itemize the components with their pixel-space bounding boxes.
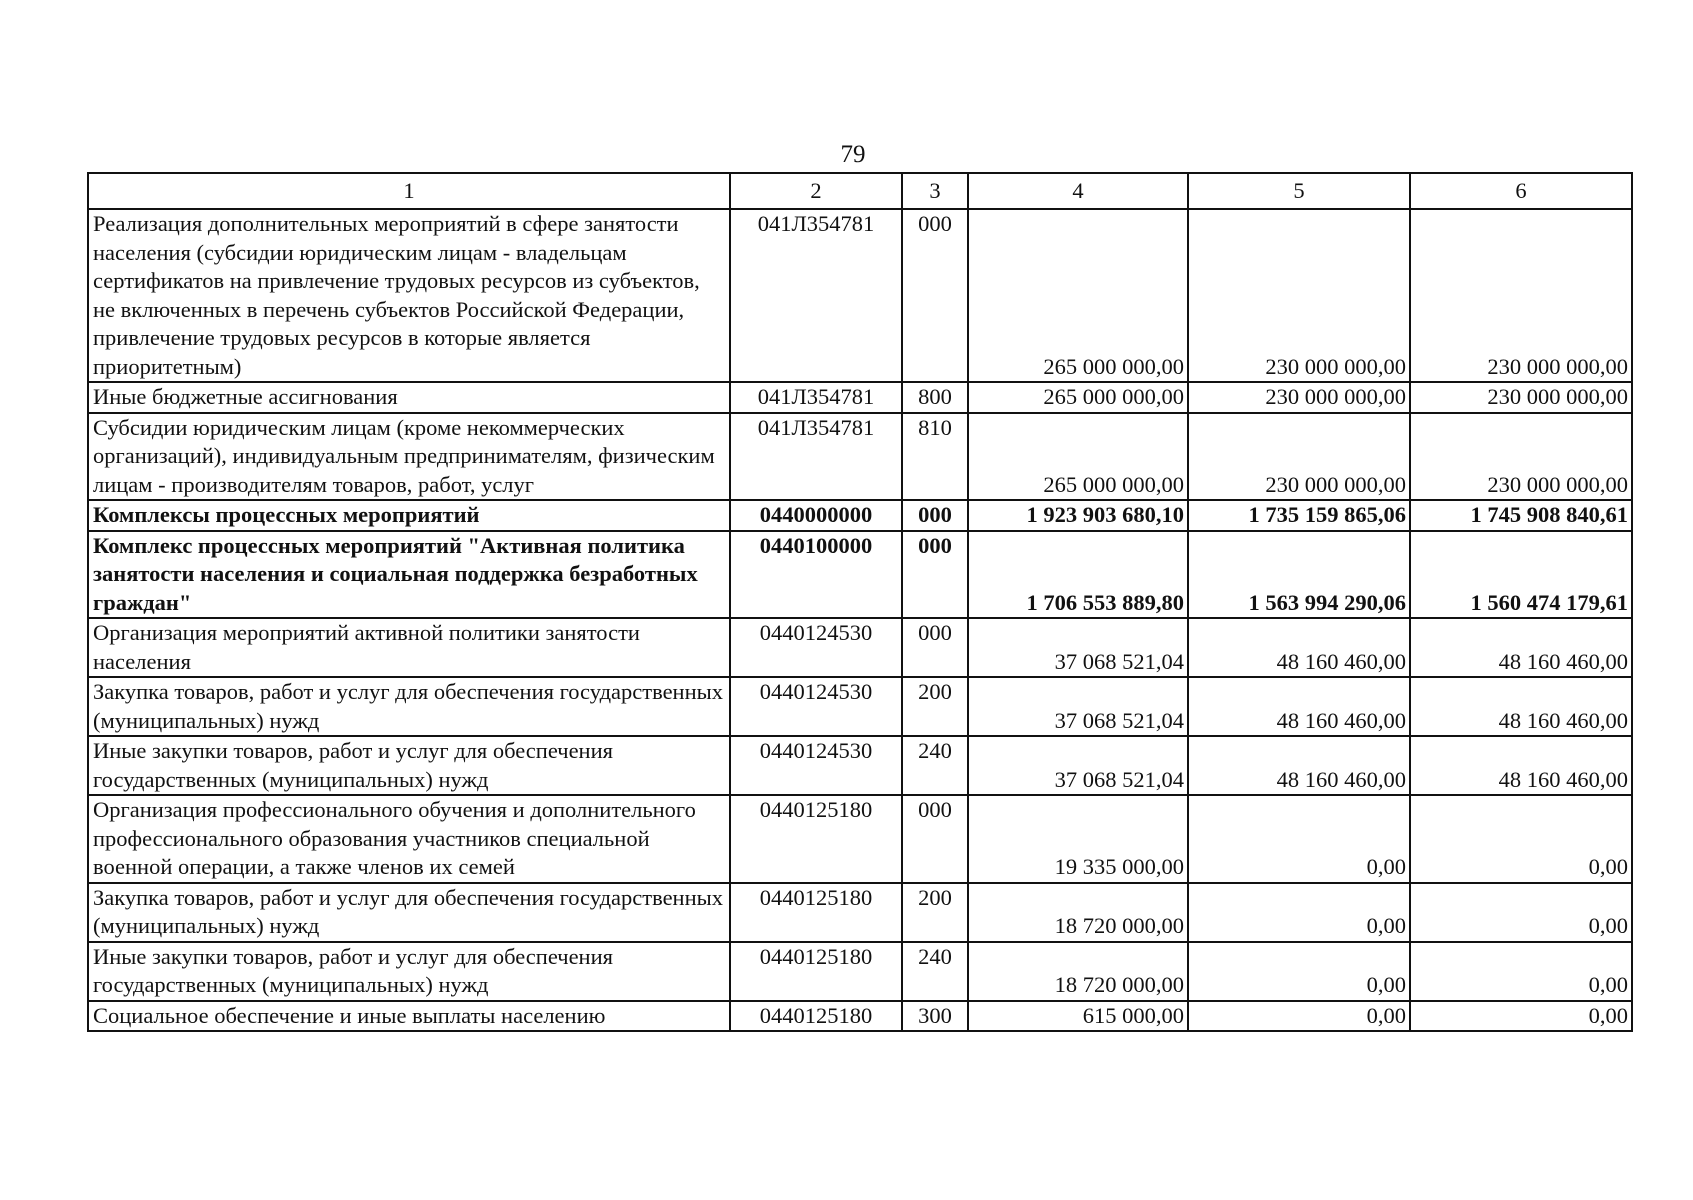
row-value-5-cell: 48 160 460,00 [1188, 618, 1410, 677]
row-value-6-cell: 0,00 [1410, 795, 1632, 883]
row-code-cell: 0440125180 [730, 942, 902, 1001]
row-type-cell: 000 [902, 531, 968, 619]
row-value-5-cell: 0,00 [1188, 1001, 1410, 1032]
column-header-4: 4 [968, 173, 1188, 209]
table-row [88, 795, 1632, 883]
row-value-6-cell: 230 000 000,00 [1410, 209, 1632, 382]
row-value-4-cell: 19 335 000,00 [968, 795, 1188, 883]
table-row [88, 209, 1632, 382]
row-name-cell: Реализация дополнительных мероприятий в сфере занятости населения (субсидии юридическим лицам - владельцам сертификатов на привлечение трудовых ресурсов из субъектов, не включенных в перечень субъектов Российской Федерации, привлечение трудовых ресурсов в которые является приоритетным) [88, 209, 730, 382]
row-name-cell: Организация мероприятий активной политики занятости населения [88, 618, 730, 677]
column-header-5: 5 [1188, 173, 1410, 209]
row-type-cell: 300 [902, 1001, 968, 1032]
column-header-6: 6 [1410, 173, 1632, 209]
row-type-cell: 810 [902, 413, 968, 501]
row-value-6-cell: 1 745 908 840,61 [1410, 500, 1632, 531]
row-value-5-cell: 0,00 [1188, 942, 1410, 1001]
row-name-cell: Иные закупки товаров, работ и услуг для обеспечения государственных (муниципальных) нужд [88, 736, 730, 795]
row-type-cell: 000 [902, 618, 968, 677]
row-name-cell: Закупка товаров, работ и услуг для обеспечения государственных (муниципальных) нужд [88, 883, 730, 942]
row-value-4-cell: 18 720 000,00 [968, 942, 1188, 1001]
row-code-cell: 0440124530 [730, 736, 902, 795]
row-name-cell: Субсидии юридическим лицам (кроме некоммерческих организаций), индивидуальным предпринимателям, физическим лицам - производителям товаров, работ, услуг [88, 413, 730, 501]
row-value-5-cell: 1 735 159 865,06 [1188, 500, 1410, 531]
row-type-cell: 240 [902, 736, 968, 795]
row-name-cell: Иные закупки товаров, работ и услуг для обеспечения государственных (муниципальных) нужд [88, 942, 730, 1001]
row-type-cell: 000 [902, 500, 968, 531]
row-type-cell: 200 [902, 883, 968, 942]
row-value-4-cell: 1 706 553 889,80 [968, 531, 1188, 619]
row-value-4-cell: 37 068 521,04 [968, 618, 1188, 677]
row-value-4-cell: 37 068 521,04 [968, 677, 1188, 736]
row-name-cell: Иные бюджетные ассигнования [88, 382, 730, 413]
row-code-cell: 0440125180 [730, 795, 902, 883]
row-type-cell: 800 [902, 382, 968, 413]
row-value-5-cell: 48 160 460,00 [1188, 736, 1410, 795]
row-code-cell: 0440100000 [730, 531, 902, 619]
table-row [88, 618, 1632, 677]
row-value-4-cell: 265 000 000,00 [968, 382, 1188, 413]
row-type-cell: 000 [902, 795, 968, 883]
row-name-cell: Комплексы процессных мероприятий [88, 500, 730, 531]
table-row [88, 500, 1632, 531]
table-row [88, 382, 1632, 413]
row-code-cell: 0440124530 [730, 618, 902, 677]
row-value-5-cell: 0,00 [1188, 883, 1410, 942]
row-value-4-cell: 615 000,00 [968, 1001, 1188, 1032]
row-value-6-cell: 0,00 [1410, 942, 1632, 1001]
row-value-6-cell: 0,00 [1410, 1001, 1632, 1032]
row-value-4-cell: 1 923 903 680,10 [968, 500, 1188, 531]
row-name-cell: Организация профессионального обучения и дополнительного профессионального образования участников специальной военной операции, а также членов их семей [88, 795, 730, 883]
row-value-4-cell: 18 720 000,00 [968, 883, 1188, 942]
row-value-6-cell: 0,00 [1410, 883, 1632, 942]
row-code-cell: 041Л354781 [730, 382, 902, 413]
row-value-5-cell: 230 000 000,00 [1188, 413, 1410, 501]
table-row [88, 531, 1632, 619]
table-header-row [88, 173, 1632, 209]
row-value-4-cell: 265 000 000,00 [968, 209, 1188, 382]
row-code-cell: 041Л354781 [730, 413, 902, 501]
table-row [88, 942, 1632, 1001]
row-type-cell: 200 [902, 677, 968, 736]
row-value-6-cell: 48 160 460,00 [1410, 677, 1632, 736]
row-code-cell: 0440000000 [730, 500, 902, 531]
row-code-cell: 041Л354781 [730, 209, 902, 382]
row-code-cell: 0440124530 [730, 677, 902, 736]
table-row [88, 677, 1632, 736]
table-row [88, 736, 1632, 795]
row-value-5-cell: 48 160 460,00 [1188, 677, 1410, 736]
row-type-cell: 000 [902, 209, 968, 382]
row-value-6-cell: 48 160 460,00 [1410, 618, 1632, 677]
page-number: 79 [840, 141, 866, 168]
row-value-6-cell: 230 000 000,00 [1410, 413, 1632, 501]
row-value-5-cell: 1 563 994 290,06 [1188, 531, 1410, 619]
row-type-cell: 240 [902, 942, 968, 1001]
row-value-6-cell: 48 160 460,00 [1410, 736, 1632, 795]
table-row [88, 413, 1632, 501]
row-value-4-cell: 265 000 000,00 [968, 413, 1188, 501]
row-value-5-cell: 230 000 000,00 [1188, 382, 1410, 413]
column-header-3: 3 [902, 173, 968, 209]
column-header-1: 1 [88, 173, 730, 209]
row-name-cell: Комплекс процессных мероприятий "Активная политика занятости населения и социальная поддержка безработных граждан" [88, 531, 730, 619]
row-name-cell: Закупка товаров, работ и услуг для обеспечения государственных (муниципальных) нужд [88, 677, 730, 736]
column-header-2: 2 [730, 173, 902, 209]
row-value-4-cell: 37 068 521,04 [968, 736, 1188, 795]
table-row [88, 1001, 1632, 1032]
row-value-6-cell: 1 560 474 179,61 [1410, 531, 1632, 619]
row-name-cell: Социальное обеспечение и иные выплаты населению [88, 1001, 730, 1032]
row-value-5-cell: 230 000 000,00 [1188, 209, 1410, 382]
row-code-cell: 0440125180 [730, 883, 902, 942]
budget-table [87, 172, 1633, 1032]
row-code-cell: 0440125180 [730, 1001, 902, 1032]
row-value-5-cell: 0,00 [1188, 795, 1410, 883]
table-row [88, 883, 1632, 942]
row-value-6-cell: 230 000 000,00 [1410, 382, 1632, 413]
